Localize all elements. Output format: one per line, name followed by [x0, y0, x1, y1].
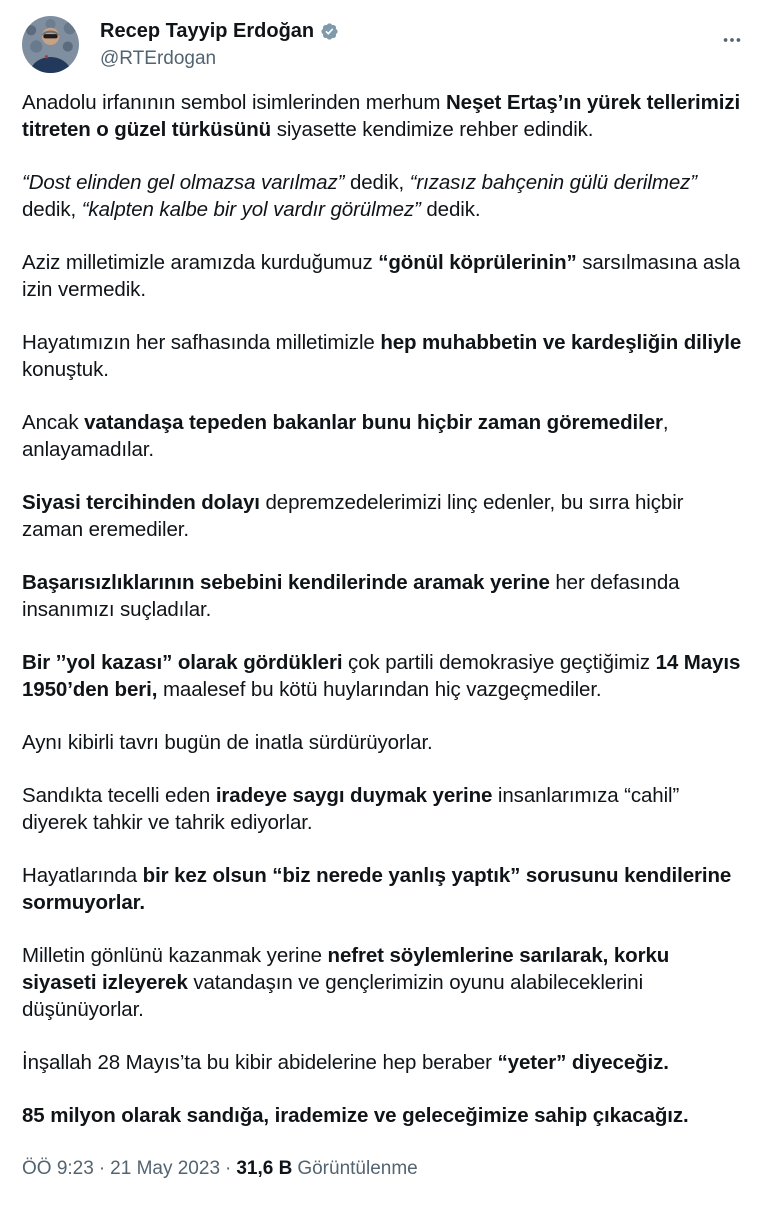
tweet-paragraph: [22, 489, 748, 543]
views-count: 31,6 B: [236, 1158, 293, 1179]
tweet-header: [22, 16, 748, 73]
tweet-text-segment: “Dost elinden gel olmazsa varılmaz”: [22, 171, 345, 194]
tweet-text-segment: Neşet Ertaş’ın yürek tellerimizi titreten o güzel türküsünü: [22, 91, 741, 141]
tweet-text-segment: dedik.: [420, 198, 481, 221]
tweet-text-segment: iradeye saygı duymak yerine: [215, 784, 493, 807]
more-ellipsis-icon: [721, 29, 743, 51]
tweet-paragraph: [22, 569, 748, 623]
tweet-text-segment: Bir ’’yol kazası” olarak gördükleri: [22, 651, 343, 674]
views-label: Görüntülenme: [297, 1158, 418, 1179]
tweet-text-segment: maalesef bu kötü huylarından hiç vazgeçmediler.: [157, 678, 602, 701]
tweet-text-segment: sarsılmasına asla izin vermedik.: [22, 251, 741, 301]
tweet-text-segment: vatandaşa tepeden bakanlar bunu hiçbir zaman göremediler: [84, 411, 663, 434]
tweet-paragraph: [22, 649, 748, 703]
tweet-paragraph: [22, 1102, 748, 1129]
tweet-text-segment: vatandaşın ve gençlerimizin oyunu alabileceklerini düşünüyorlar.: [22, 971, 644, 1021]
tweet-text-segment: 14 Mayıs 1950’den beri,: [22, 651, 741, 701]
post-time: ÖÖ 9:23: [22, 1158, 94, 1179]
tweet-text-segment: Milletin gönlünü kazanmak yerine: [22, 944, 328, 967]
tweet-text-segment: Siyasi tercihinden dolayı: [22, 491, 260, 514]
profile-avatar[interactable]: [22, 16, 79, 73]
tweet-text-segment: Başarısızlıklarının sebebini kendilerinde aramak yerine: [22, 571, 550, 594]
tweet-text-segment: depremzedelerimizi linç edenler, bu sırra hiçbir zaman eremediler.: [22, 491, 684, 541]
more-button[interactable]: [718, 26, 746, 54]
user-identity: [100, 16, 339, 70]
tweet-text: [22, 89, 748, 1129]
tweet-paragraph: [22, 329, 748, 383]
tweet-text-segment: bir kez olsun “biz nerede yanlış yaptık” sorusunu kendilerine sormuyorlar.: [22, 864, 732, 914]
tweet-text-segment: Aynı kibirli tavrı bugün de inatla sürdürüyorlar.: [22, 731, 433, 754]
tweet-text-segment: “rızasız bahçenin gülü derilmez”: [409, 171, 697, 194]
tweet-text-segment: İnşallah 28 Mayıs’ta bu kibir abidelerine hep beraber: [22, 1051, 498, 1074]
tweet-text-segment: Anadolu irfanının sembol isimlerinden merhum: [22, 91, 446, 114]
tweet-text-segment: siyasette kendimize rehber edindik.: [271, 118, 594, 141]
tweet-text-segment: “gönül köprülerinin”: [378, 251, 577, 274]
tweet-paragraph: [22, 1049, 748, 1076]
tweet-text-segment: Sandıkta tecelli eden: [22, 784, 216, 807]
verified-badge-icon: [320, 22, 339, 41]
tweet-text-segment: her defasında insanımızı suçladılar.: [22, 571, 680, 621]
tweet-paragraph: [22, 942, 748, 1023]
profile-photo-placeholder: [22, 16, 79, 73]
display-name[interactable]: Recep Tayyip Erdoğan: [100, 20, 315, 42]
tweet-paragraph: [22, 862, 748, 916]
tweet-paragraph: [22, 169, 748, 223]
tweet-text-segment: , anlayamadılar.: [22, 411, 669, 461]
tweet-text-segment: çok partili demokrasiye geçtiğimiz: [342, 651, 656, 674]
tweet-text-segment: dedik,: [344, 171, 410, 194]
tweet-text-segment: Hayatımızın her safhasında milletimizle: [22, 331, 381, 354]
tweet-paragraph: [22, 782, 748, 836]
tweet-text-segment: “kalpten kalbe bir yol vardır görülmez”: [81, 198, 421, 221]
tweet-text-segment: Aziz milletimizle aramızda kurduğumuz: [22, 251, 379, 274]
tweet-paragraph: [22, 249, 748, 303]
tweet-text-segment: nefret söylemlerine sarılarak, korku siyaseti izleyerek: [22, 944, 670, 994]
tweet-paragraph: [22, 409, 748, 463]
tweet-text-segment: insanlarımıza “cahil” diyerek tahkir ve tahrik ediyorlar.: [22, 784, 680, 834]
user-handle[interactable]: @RTErdogan: [100, 48, 217, 69]
tweet-text-segment: Hayatlarında: [22, 864, 143, 887]
tweet-text-segment: 85 milyon olarak sandığa, irademize ve geleceğimize sahip çıkacağız.: [22, 1104, 689, 1127]
tweet-paragraph: [22, 729, 748, 756]
tweet-meta: [22, 1157, 748, 1181]
tweet-text-segment: Ancak: [22, 411, 85, 434]
tweet-text-segment: dedik,: [22, 198, 82, 221]
tweet-text-segment: hep muhabbetin ve kardeşliğin diliyle: [380, 331, 742, 354]
tweet-text-segment: “yeter” diyeceğiz.: [497, 1051, 669, 1074]
separator-dot: ·: [98, 1158, 106, 1179]
tweet-paragraph: [22, 89, 748, 143]
tweet-text-segment: konuştuk.: [22, 358, 109, 381]
post-date: 21 May 2023: [110, 1158, 221, 1179]
separator-dot: ·: [225, 1158, 232, 1179]
